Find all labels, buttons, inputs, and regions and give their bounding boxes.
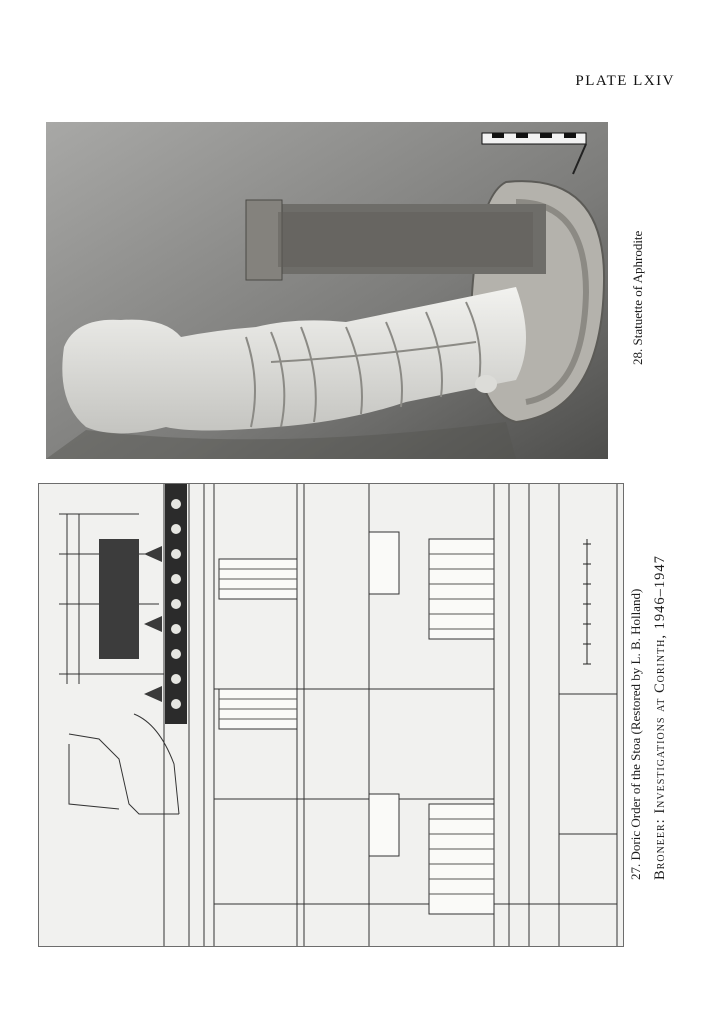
statuette-photo (46, 122, 608, 459)
doric-order-drawing (38, 483, 624, 947)
drawing-scale (583, 539, 591, 664)
figure-27-caption: 27. Doric Order of the Stoa (Restored by L. B. Holland) (628, 588, 643, 880)
antefixes (144, 546, 162, 702)
doric-elevation (39, 484, 623, 946)
publication-credit: Broneer: Investigations at Corinth, 1946–1947 (652, 555, 668, 880)
frieze-ornaments (171, 499, 181, 709)
plate-label: PLATE LXIV (575, 73, 675, 89)
statuette-image (46, 122, 608, 459)
figure-28-caption: 28. Statuette of Aphrodite (630, 230, 645, 365)
